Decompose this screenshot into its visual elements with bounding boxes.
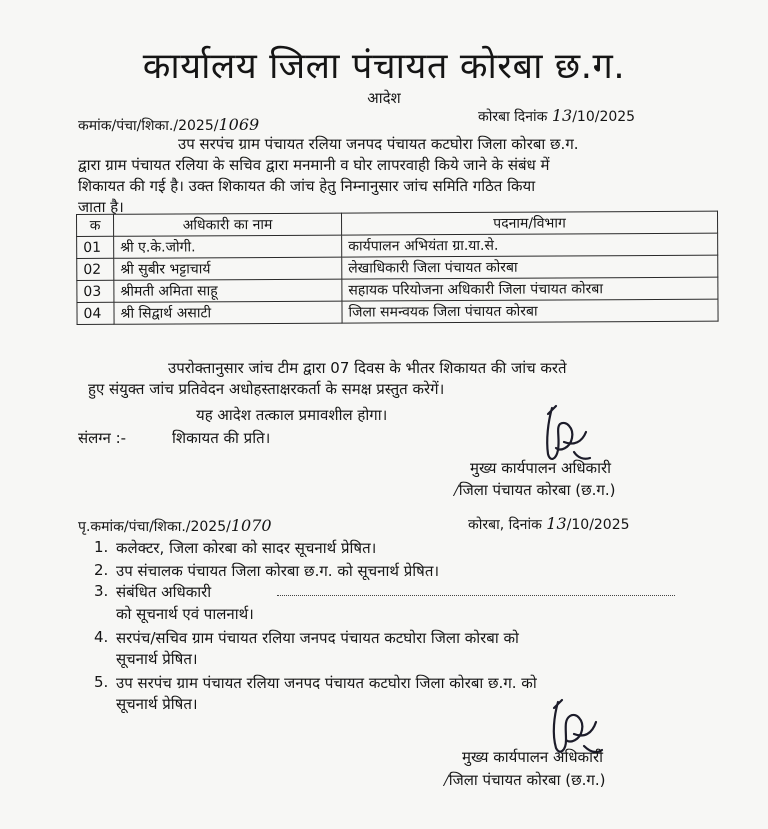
table-cell-name: श्री ए.के.जोगी. bbox=[114, 235, 342, 258]
signatory-office-text: जिला पंचायत कोरबा (छ.ग.) bbox=[458, 481, 616, 499]
table-cell-designation: सहायक परियोजना अधिकारी जिला पंचायत कोरबा bbox=[342, 277, 718, 301]
table-cell-serial: 02 bbox=[77, 258, 114, 280]
order-date-rest: /10/2025 bbox=[572, 109, 636, 125]
order-date bbox=[478, 106, 635, 126]
table-cell-name: श्री सुबीर भट्टाचार्य bbox=[114, 257, 342, 280]
table-cell-name: श्री सिद्वार्थ असाटी bbox=[114, 301, 342, 324]
committee-table bbox=[76, 211, 719, 325]
table-cell-name: श्रीमती अमिता साहू bbox=[114, 279, 342, 302]
signatory-title: मुख्य कार्यपालन अधिकारी bbox=[470, 459, 611, 477]
distribution-item: सरपंच/सचिव ग्राम पंचायत रलिया जनपद पंचायत कटघोरा जिला कोरबा को bbox=[116, 629, 519, 647]
table-header-name: अधिकारी का नाम bbox=[114, 213, 342, 236]
distribution-number: 3. bbox=[94, 582, 109, 600]
distribution-number: 4. bbox=[94, 628, 109, 646]
signatory-office: /जिला पंचायत कोरबा (छ.ग.) bbox=[454, 481, 616, 499]
endorsement-date-prefix: कोरबा, दिनांक bbox=[468, 517, 542, 533]
signatory-title: मुख्य कार्यपालन अधिकारी bbox=[462, 748, 603, 766]
distribution-item-continued: सूचनार्थ प्रेषित। bbox=[116, 650, 198, 668]
paragraph-line: द्वारा ग्राम पंचायत रलिया के सचिव द्वारा मनमानी व घोर लापरवाही किये जाने के संबंध में bbox=[78, 156, 550, 174]
order-reference-number: 1069 bbox=[218, 115, 260, 134]
distribution-number: 1. bbox=[94, 538, 109, 556]
order-date-prefix: कोरबा दिनांक bbox=[478, 109, 548, 125]
endorsement-reference-prefix: पृ.कमांक/पंचा/शिका./2025/ bbox=[78, 519, 231, 535]
paragraph-line: उपरोक्तानुसार जांच टीम द्वारा 07 दिवस के भीतर शिकायत की जांच करते bbox=[168, 359, 567, 377]
paragraph-line: हुए संयुक्त जांच प्रतिवेदन अधोहस्ताक्षरकर्ता के समक्ष प्रस्तुत करेगें। bbox=[88, 380, 445, 398]
table-cell-serial: 01 bbox=[77, 236, 114, 258]
endorsement-date bbox=[468, 514, 630, 534]
office-title: कार्यालय जिला पंचायत कोरबा छ.ग. bbox=[142, 46, 626, 87]
order-reference bbox=[78, 115, 259, 135]
signatory-office: /जिला पंचायत कोरबा (छ.ग.) bbox=[444, 771, 606, 789]
instruction-paragraph bbox=[88, 358, 567, 400]
enclosure-text: शिकायत की प्रति। bbox=[172, 429, 271, 447]
paragraph-line: उप सरपंच ग्राम पंचायत रलिया जनपद पंचायत कटघोरा जिला कोरबा छ.ग. bbox=[178, 135, 579, 153]
distribution-item-continued: सूचनार्थ प्रेषित। bbox=[116, 695, 198, 713]
enclosure-label: संलग्न :- bbox=[78, 429, 127, 447]
table-cell-serial: 03 bbox=[77, 280, 114, 302]
distribution-item: कलेक्टर, जिला कोरबा को सादर सूचनार्थ प्रेषित। bbox=[116, 539, 377, 557]
table-row bbox=[77, 299, 718, 324]
table-header-serial: क bbox=[77, 214, 114, 236]
table-cell-designation: जिला समन्वयक जिला पंचायत कोरबा bbox=[342, 299, 718, 323]
order-heading: आदेश bbox=[367, 89, 401, 107]
endorsement-reference bbox=[78, 516, 272, 536]
order-date-day: 13 bbox=[551, 106, 573, 125]
table-cell-designation: कार्यपालन अभियंता ग्रा.या.से. bbox=[342, 233, 718, 257]
paragraph-line: शिकायत की गई है। उक्त शिकायत की जांच हेतु निम्नानुसार जांच समिति गठित किया bbox=[78, 177, 536, 195]
table-cell-designation: लेखाधिकारी जिला पंचायत कोरबा bbox=[342, 255, 718, 279]
table-header-designation: पदनाम/विभाग bbox=[341, 211, 717, 235]
endorsement-date-rest: /10/2025 bbox=[566, 517, 630, 533]
signatory-office-text: जिला पंचायत कोरबा (छ.ग.) bbox=[448, 771, 606, 789]
distribution-item: उप संचालक पंचायत जिला कोरबा छ.ग. को सूचनार्थ प्रेषित। bbox=[116, 562, 440, 580]
distribution-item: उप सरपंच ग्राम पंचायत रलिया जनपद पंचायत कटघोरा जिला कोरबा छ.ग. को bbox=[116, 674, 537, 692]
paragraph-line: जाता है। bbox=[78, 198, 124, 216]
order-reference-prefix: कमांक/पंचा/शिका./2025/ bbox=[78, 118, 219, 134]
effective-statement: यह आदेश तत्काल प्रमावशील होगा। bbox=[196, 406, 388, 424]
distribution-number: 2. bbox=[94, 561, 109, 579]
endorsement-date-day: 13 bbox=[546, 514, 567, 533]
distribution-item-continued: को सूचनार्थ एवं पालनार्थ। bbox=[116, 605, 254, 623]
fill-in-dotted-line bbox=[277, 595, 675, 596]
table-cell-serial: 04 bbox=[77, 302, 114, 324]
endorsement-reference-number: 1070 bbox=[230, 516, 272, 535]
distribution-item: संबंधित अधिकारी bbox=[116, 583, 212, 601]
distribution-number: 5. bbox=[94, 673, 109, 691]
order-paragraph bbox=[78, 134, 579, 218]
